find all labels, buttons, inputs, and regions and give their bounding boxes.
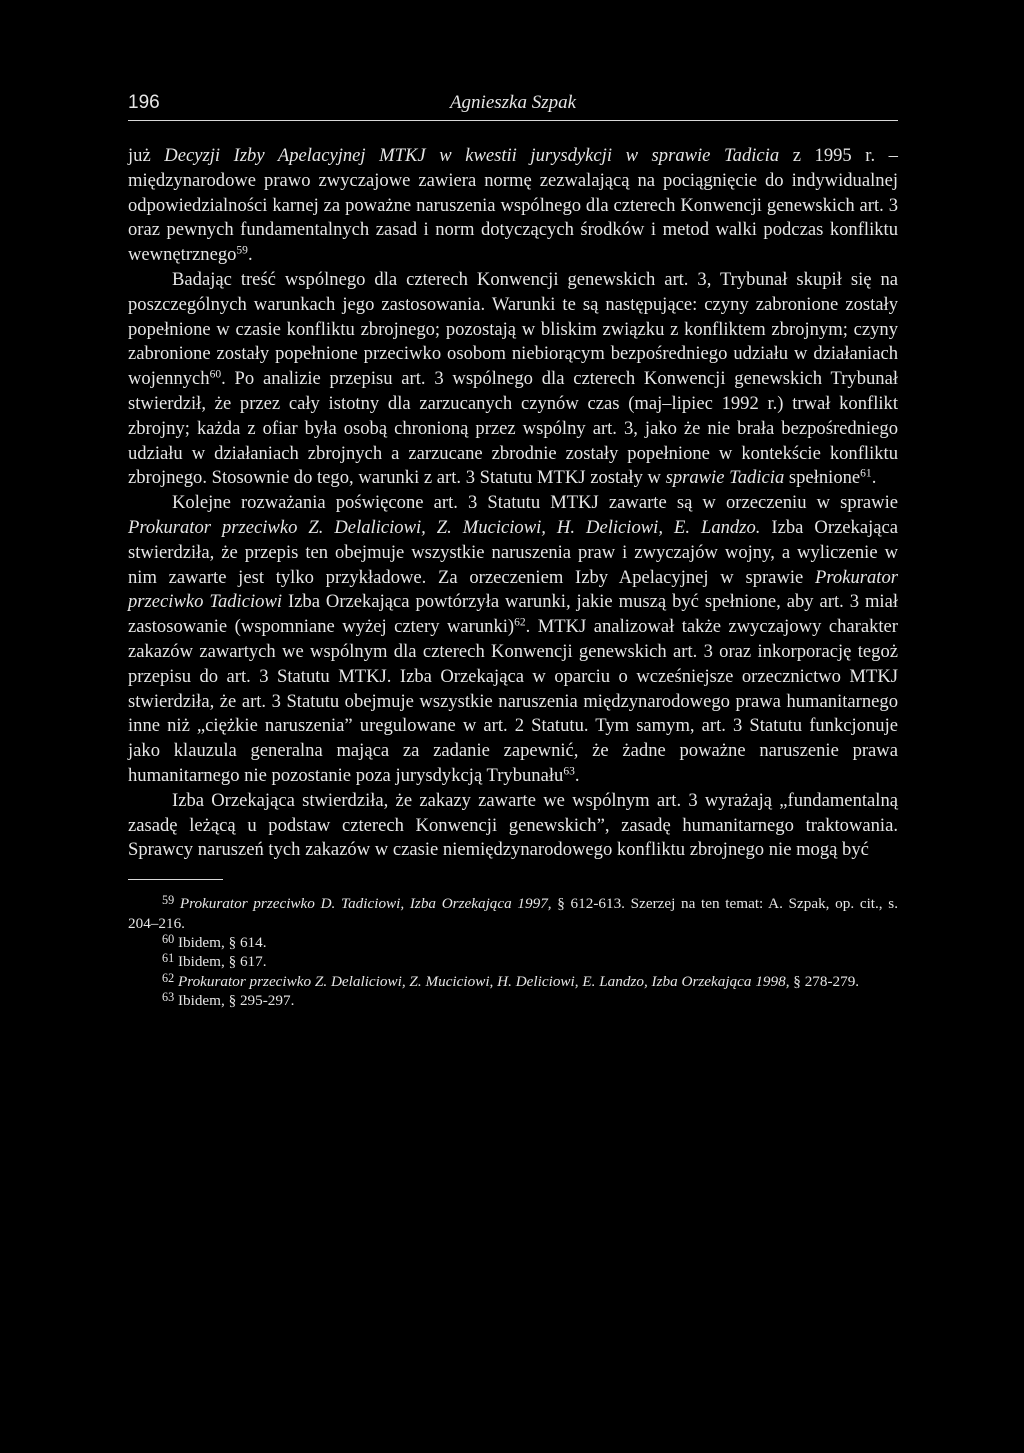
- text-span: Kolejne rozważania poświęcone art. 3 Statutu MTKJ zawarte są w orzeczeniu w sprawie: [172, 492, 898, 514]
- text-span: .: [574, 764, 580, 786]
- text-span: Ibidem, § 614.: [177, 933, 267, 951]
- footnote-ref-63[interactable]: 63: [563, 765, 575, 778]
- body-text: [128, 144, 898, 863]
- text-span: spełnione: [784, 467, 861, 489]
- text-span: z 1995 r. – międzynarodowe prawo zwyczajowe zawiera normę zezwalającą na pociągnięcie do indywidualnej odpowiedzialności karnej za poważne naruszenia wspólnego dla czterech Konwencji genewskich art. 3 oraz pewnych fundamentalnych zasad i norm dotyczących środków i metod walki podczas konfliktu wewnętrznego: [128, 145, 898, 266]
- running-head-author: Agnieszka Szpak: [449, 92, 577, 113]
- footnote-number: 62: [162, 970, 175, 985]
- text-span: .: [871, 467, 877, 489]
- footnote-60: [128, 933, 898, 952]
- footnote-number: 63: [162, 989, 175, 1004]
- footnote-divider: [128, 879, 223, 880]
- footnote-ref-60[interactable]: 60: [209, 368, 222, 381]
- paragraph-1: [128, 144, 898, 268]
- footnote-number: 61: [162, 951, 175, 966]
- footnote-63: [128, 991, 898, 1010]
- case-title: Prokurator przeciwko Z. Delaliciowi, Z. Muciciowi, H. Deliciowi, E. Landzo.: [128, 516, 761, 538]
- text-span: Ibidem, § 617.: [177, 953, 267, 971]
- footnote-ref-61[interactable]: 61: [860, 468, 872, 481]
- footnote-number: 60: [162, 931, 175, 946]
- text-span: . MTKJ analizował także zwyczajowy charakter zakazów zawartych we wspólnym dla czterech Konwencji genewskich art. 3 oraz inkorporację tegoż przepisu do art. 3 Statutu MTKJ. Izba Orzekająca w oparciu o wcześniejsze orzecznictwo MTKJ stwierdziła, że art. 3 Statutu obejmuje wszystkie naruszenia międzynarodowego prawa humanitarnego inne niż „ciężkie naruszenia” uregulowane w art. 2 Statutu. Tym samym, art. 3 Statutu funkcjonuje jako klauzula generalna mająca za zadanie zapewnić, że żadne poważne naruszenie prawa humanitarnego nie pozostanie poza jurysdykcją Trybunału: [128, 616, 898, 786]
- footnote-ref-62[interactable]: 62: [514, 616, 526, 629]
- case-title: Prokurator przeciwko Tadiciowi: [128, 566, 898, 613]
- footnote-ref-59[interactable]: 59: [236, 244, 248, 257]
- text-span: Izba Orzekająca powtórzyła warunki, jakie muszą być spełnione, aby art. 3 miał zastosowanie (wspomniane wyżej cztery warunki): [128, 591, 898, 638]
- text-span: § 612-613. Szerzej na ten temat: A. Szpak, op. cit., s. 204–216.: [128, 895, 898, 932]
- case-title: Prokurator przeciwko Z. Delaliciowi, Z. Muciciowi, H. Deliciowi, E. Landzo, Izba Orzekająca 1998,: [177, 972, 790, 990]
- page-content: [128, 92, 898, 1011]
- paragraph-2: [128, 268, 898, 491]
- case-title: Decyzji Izby Apelacyjnej MTKJ w kwestii jurysdykcji w sprawie Tadicia: [164, 145, 780, 166]
- text-span: Izba Orzekająca stwierdziła, że przepis ten obejmuje wszystkie naruszenia praw i zwyczajów wojny, a wyliczenie w nim zawarte jest tylko przykładowe. Za orzeczeniem Izby Apelacyjnej w sprawie: [128, 516, 899, 588]
- case-title: Prokurator przeciwko D. Tadiciowi, Izba Orzekająca 1997,: [179, 895, 552, 913]
- case-title: sprawie Tadicia: [665, 467, 785, 489]
- text-span: § 278-279.: [789, 972, 860, 990]
- text-span: Badając treść wspólnego dla czterech Konwencji genewskich art. 3, Trybunał skupił się na poszczególnych warunkach jego zastosowania. Warunki te są następujące: czyny zabronione zostały popełnione w czasie konfliktu zbrojnego; pozostają w bliskim związku z konfliktem zbrojnym; czyny zabronione zostały popełnione przeciwko osobom niebiorącym bezpośredniego udziału w działaniach wojennych: [128, 268, 898, 390]
- footnote-59: [128, 894, 898, 933]
- text-span: . Po analizie przepisu art. 3 wspólnego dla czterech Konwencji genewskich Trybunał stwierdził, że przez cały istotny dla zarzucanych czynów czas (maj–lipiec 1992 r.) trwał konflikt zbrojny; każda z ofiar była osobą chronioną przez wspólny art. 3, jako że nie brała bezpośredniego udziału w działaniach zbrojnych a zarzucane zbrodnie zostały popełnione w kontekście konfliktu zbrojnego. Stosownie do tego, warunki z art. 3 Statutu MTKJ zostały w: [128, 368, 898, 489]
- paragraph-3: [128, 491, 898, 789]
- page-number: 196: [128, 92, 160, 113]
- text-span: Izba Orzekająca stwierdziła, że zakazy zawarte we wspólnym art. 3 wyrażają „fundamentalną zasadę leżącą u podstaw czterech Konwencji genewskich”, zasadę humanitarnego traktowania. Sprawcy naruszeń tych zakazów w czasie niemiędzynarodowego konfliktu zbrojnego nie mogą być: [128, 789, 898, 861]
- text-span: Ibidem, § 295-297.: [177, 992, 295, 1010]
- text-span: już: [128, 145, 165, 166]
- footnote-62: [128, 972, 898, 991]
- footnote-61: [128, 952, 898, 971]
- footnote-number: 59: [162, 892, 175, 907]
- footnotes: [128, 894, 898, 1010]
- text-span: .: [247, 244, 253, 266]
- running-header: [128, 92, 898, 121]
- paragraph-4: [128, 789, 898, 863]
